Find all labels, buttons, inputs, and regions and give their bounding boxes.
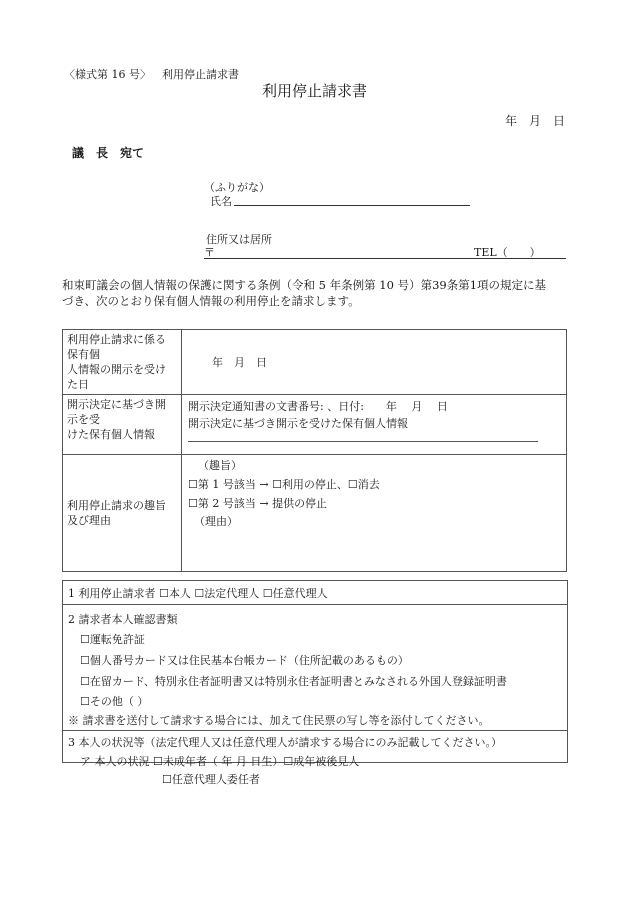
principal-status-title: 3 本人の状況等（法定代理人又は任意代理人が請求する場合にのみ記載してください。） — [68, 736, 502, 749]
id-doc-driver-license[interactable]: ☐運転免許証 — [80, 633, 145, 646]
addressee: 議 長 宛て — [72, 146, 145, 160]
postal-mark: 〒 — [204, 246, 215, 259]
disclosure-date-field[interactable]: 年 月 日 — [182, 330, 567, 395]
reason-heading: （理由） — [194, 515, 238, 528]
principal-status-options[interactable]: ア 本人の状況 ☐未成年者（ 年 月 日生）☐成年被後見人 — [80, 755, 360, 768]
purpose-heading: （趣旨） — [198, 459, 242, 472]
clause-1-checkbox[interactable]: ☐第 1 号該当 → ☐利用の停止、☐消去 — [188, 478, 380, 491]
furigana-label: （ふりがな） — [204, 181, 270, 194]
id-doc-residence-card[interactable]: ☐在留カード、特別永住者証明書又は特別永住者証明書とみなされる外国人登録証明書 — [80, 675, 507, 688]
intro-line-2: づき、次のとおり保有個人情報の利用停止を請求します。 — [62, 294, 360, 308]
request-details-table — [62, 329, 567, 572]
name-label: 氏名 — [210, 195, 232, 208]
name-field[interactable] — [234, 205, 470, 206]
divider — [62, 604, 567, 605]
form-name: 利用停止請求書 — [162, 68, 239, 81]
tel-label: TEL（ ） — [474, 246, 541, 259]
date-field[interactable]: 年 月 日 — [505, 114, 566, 128]
purpose-reason-field[interactable] — [182, 455, 567, 572]
divider — [62, 730, 567, 731]
address-label: 住所又は居所 — [206, 233, 272, 246]
purpose-reason-label: 利用停止請求の趣旨 及び理由 — [63, 455, 182, 572]
id-documents-title: 2 請求者本人確認書類 — [68, 613, 178, 626]
requester-type[interactable]: 1 利用停止請求者 ☐本人 ☐法定代理人 ☐任意代理人 — [68, 587, 328, 600]
disclosed-info-field[interactable]: 開示決定通知書の文書番号: 、日付: 年 月 日 開示決定に基づき開示を受けた保有個人情報 — [182, 395, 567, 455]
clause-2-checkbox[interactable]: ☐第 2 号該当 → 提供の停止 — [188, 497, 328, 510]
principal-status-agent[interactable]: ☐任意代理人委任者 — [162, 773, 260, 786]
disclosure-date-label: 利用停止請求に係る 保有個 人情報の開示を受け た日 — [63, 330, 182, 395]
id-doc-other[interactable]: ☐その他（ ） — [80, 695, 149, 708]
form-number: 〈様式第 16 号〉 — [64, 68, 151, 81]
disclosed-info-label: 開示決定に基づき開 示を受 けた保有個人情報 — [63, 395, 182, 455]
intro-line-1: 和束町議会の個人情報の保護に関する条例（令和 5 年条例第 10 号）第39条第1項の規定に基 — [62, 278, 547, 292]
page-title: 利用停止請求書 — [262, 82, 368, 100]
id-doc-my-number-card[interactable]: ☐個人番号カード又は住民基本台帳カード（住所記載のあるもの） — [80, 654, 409, 667]
id-doc-note: ※ 請求書を送付して請求する場合には、加えて住民票の写し等を添付してください。 — [68, 714, 490, 727]
